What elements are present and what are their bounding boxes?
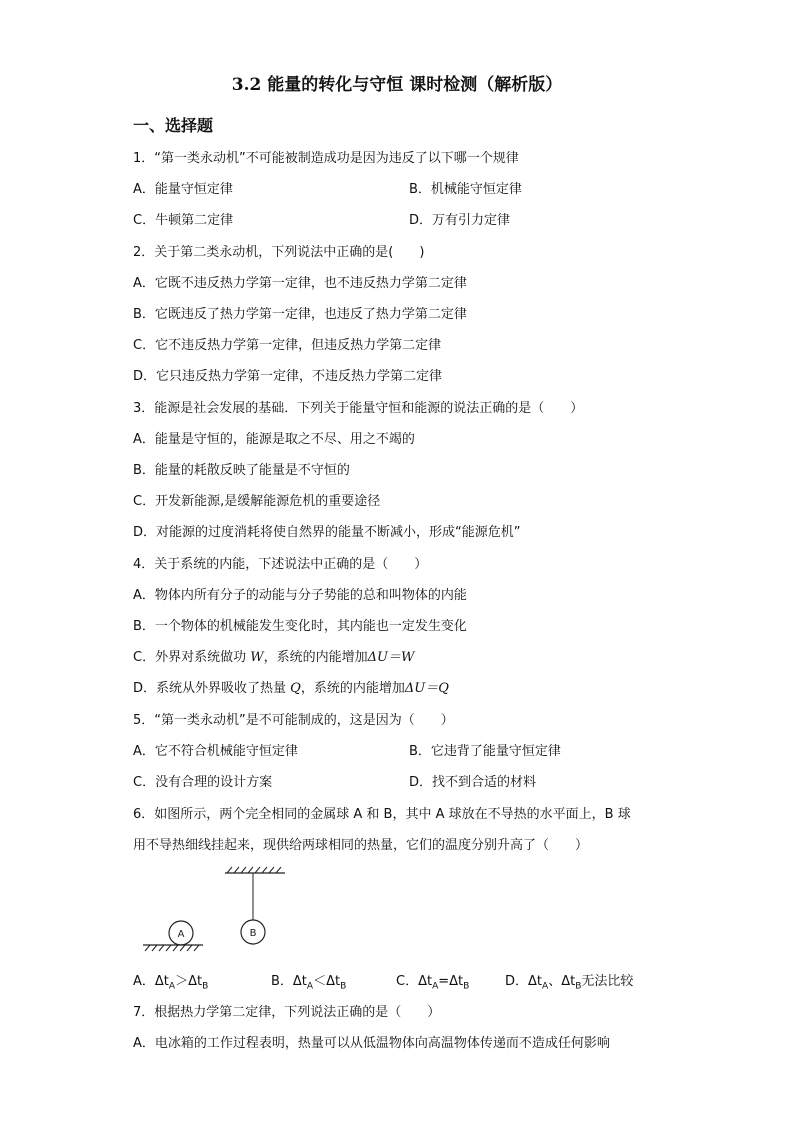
question-1-option-d: D．万有引力定律	[409, 213, 511, 228]
question-6-option-c: C．$\Delta t_A=\Delta t_B$	[396, 974, 470, 992]
question-2-option-c: C．它不违反热力学第一定律，但违反热力学第二定律	[133, 338, 442, 353]
page-title: 3.2 能量的转化与守恒 课时检测（解析版）	[231, 75, 563, 95]
question-4-option-d: D．系统从外界吸收了热量 Q，系统的内能增加ΔU＝Q	[133, 681, 449, 696]
question-3-stem: 3．能源是社会发展的基础．下列关于能量守恒和能源的说法正确的是（ ）	[133, 401, 584, 416]
question-2-option-d: D．它只违反热力学第一定律，不违反热力学第二定律	[133, 369, 443, 384]
question-1-option-a: A．能量守恒定律	[133, 182, 233, 197]
question-3-option-c: C．开发新能源,是缓解能源危机的重要途径	[133, 494, 381, 509]
question-1-stem: 1．“第一类永动机”不可能被制造成功是因为违反了以下哪一个规律	[133, 151, 519, 166]
question-1-option-b: B．机械能守恒定律	[409, 182, 522, 197]
ball-b-label: B	[249, 928, 257, 939]
question-4-stem: 4．关于系统的内能，下述说法中正确的是（ ）	[133, 557, 428, 572]
ball-a-label: A	[177, 929, 185, 940]
question-6-option-b: B．$\Delta t_A<\Delta t_B$	[271, 974, 347, 992]
question-5-option-c: C．没有合理的设计方案	[133, 775, 273, 790]
question-3-option-d: D．对能源的过度消耗将使自然界的能量不断减小，形成“能源危机”	[133, 525, 521, 540]
question-5-option-b: B．它违背了能量守恒定律	[409, 744, 561, 759]
question-5-option-d: D．找不到合适的材料	[409, 775, 537, 790]
question-4-option-a: A．物体内所有分子的动能与分子势能的总和叫物体的内能	[133, 588, 467, 603]
question-5-stem: 5．“第一类永动机”是不可能制成的，这是因为（ ）	[133, 713, 454, 728]
question-6-stem-line-1: 6．如图所示，两个完全相同的金属球 A 和 B，其中 A 球放在不导热的水平面上，B 球	[133, 807, 631, 822]
question-3-option-b: B．能量的耗散反映了能量是不守恒的	[133, 463, 350, 478]
question-6-option-d: D．$\Delta t_A$、$\Delta t_B$无法比较	[505, 974, 634, 992]
question-6-option-a: A．$\Delta t_A>\Delta t_B$	[133, 974, 209, 992]
question-4-option-c: C．外界对系统做功 W，系统的内能增加ΔU＝W	[133, 650, 415, 665]
question-1-option-c: C．牛顿第二定律	[133, 213, 234, 228]
question-3-option-a: A．能量是守恒的，能源是取之不尽、用之不竭的	[133, 432, 415, 447]
question-7-stem: 7．根据热力学第二定律，下列说法正确的是（ ）	[133, 1005, 441, 1020]
question-5-option-a: A．它不符合机械能守恒定律	[133, 744, 298, 759]
question-6-figure	[135, 865, 295, 960]
question-4-option-b: B．一个物体的机械能发生变化时，其内能也一定发生变化	[133, 619, 467, 634]
section-heading: 一、选择题	[133, 116, 214, 135]
question-7-option-a: A．电冰箱的工作过程表明，热量可以从低温物体向高温物体传递而不造成任何影响	[133, 1036, 610, 1051]
question-2-stem: 2．关于第二类永动机，下列说法中正确的是( )	[133, 245, 425, 260]
question-2-option-b: B．它既违反了热力学第一定律，也违反了热力学第二定律	[133, 307, 467, 322]
question-6-stem-line-2: 用不导热细线挂起来，现供给两球相同的热量，它们的温度分别升高了（ ）	[133, 838, 589, 853]
question-2-option-a: A．它既不违反热力学第一定律，也不违反热力学第二定律	[133, 276, 467, 291]
